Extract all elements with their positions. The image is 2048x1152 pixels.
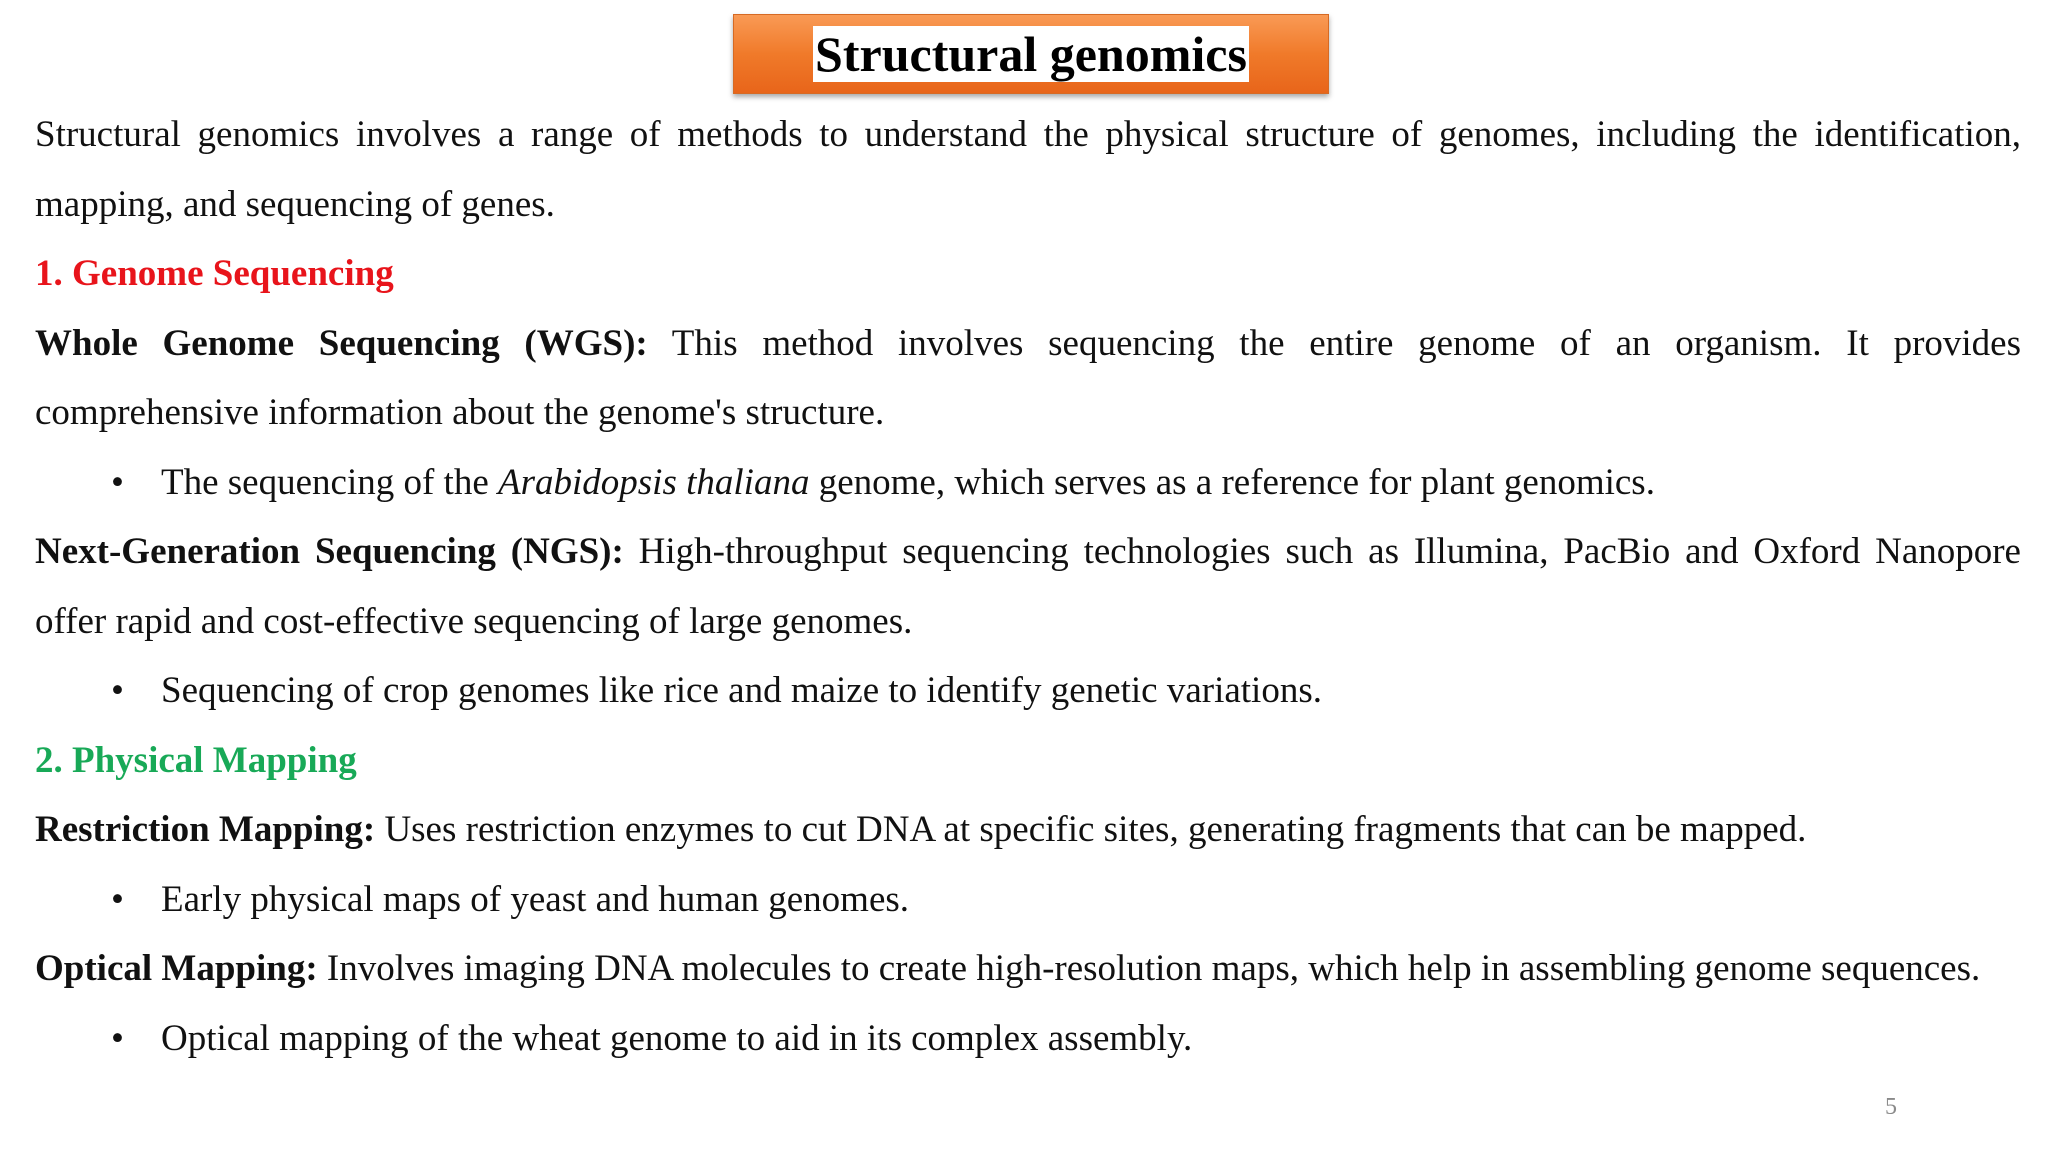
wgs-example-text-before: The sequencing of the: [161, 461, 498, 503]
wgs-text: This method involves sequencing the entire genome of an organism. It provides comprehensive information about the genome's structure.: [35, 322, 2021, 433]
restriction-paragraph: [35, 795, 2021, 865]
wgs-example-bullet: [35, 448, 2021, 518]
bullet-icon: •: [111, 670, 124, 711]
wgs-paragraph: [35, 309, 2021, 448]
slide-title: Structural genomics: [815, 26, 1247, 82]
wgs-example-text-after: genome, which serves as a reference for plant genomics.: [809, 461, 1655, 503]
ngs-text: High-throughput sequencing technologies such as Illumina, PacBio and Oxford Nanopore offer rapid and cost-effective sequencing of large genomes.: [35, 531, 2021, 642]
intro-paragraph: Structural genomics involves a range of methods to understand the physical structure of genomes, including the identification, mapping, and sequencing of genes.: [35, 114, 2021, 225]
optical-example-text: Optical mapping of the wheat genome to aid in its complex assembly.: [161, 1017, 1193, 1059]
bullet-icon: •: [111, 461, 124, 503]
bullet-icon: •: [111, 1017, 124, 1059]
optical-paragraph: [35, 934, 2021, 1004]
section-heading-genome-sequencing: 1. Genome Sequencing: [35, 253, 394, 294]
title-banner: [733, 14, 1329, 94]
ngs-example-bullet: [35, 656, 2021, 726]
species-name: Arabidopsis thaliana: [498, 461, 810, 503]
optical-text: Involves imaging DNA molecules to create high-resolution maps, which help in assembling genome sequences.: [317, 948, 1981, 989]
restriction-example-text: Early physical maps of yeast and human genomes.: [161, 878, 910, 920]
section-heading-physical-mapping: 2. Physical Mapping: [35, 739, 357, 781]
wgs-term: Whole Genome Sequencing (WGS):: [35, 322, 648, 364]
restriction-text: Uses restriction enzymes to cut DNA at specific sites, generating fragments that can be mapped.: [375, 809, 1807, 850]
ngs-example-text: Sequencing of crop genomes like rice and maize to identify genetic variations.: [161, 670, 1322, 711]
optical-example-bullet: [35, 1004, 2021, 1074]
ngs-paragraph: [35, 517, 2021, 656]
restriction-example-bullet: [35, 865, 2021, 935]
page-number: 5: [1885, 1094, 1897, 1120]
restriction-term: Restriction Mapping:: [35, 809, 376, 850]
optical-term: Optical Mapping:: [35, 948, 318, 989]
slide-body: [35, 100, 2021, 1073]
ngs-term: Next-Generation Sequencing (NGS):: [35, 531, 624, 572]
bullet-icon: •: [111, 878, 124, 920]
